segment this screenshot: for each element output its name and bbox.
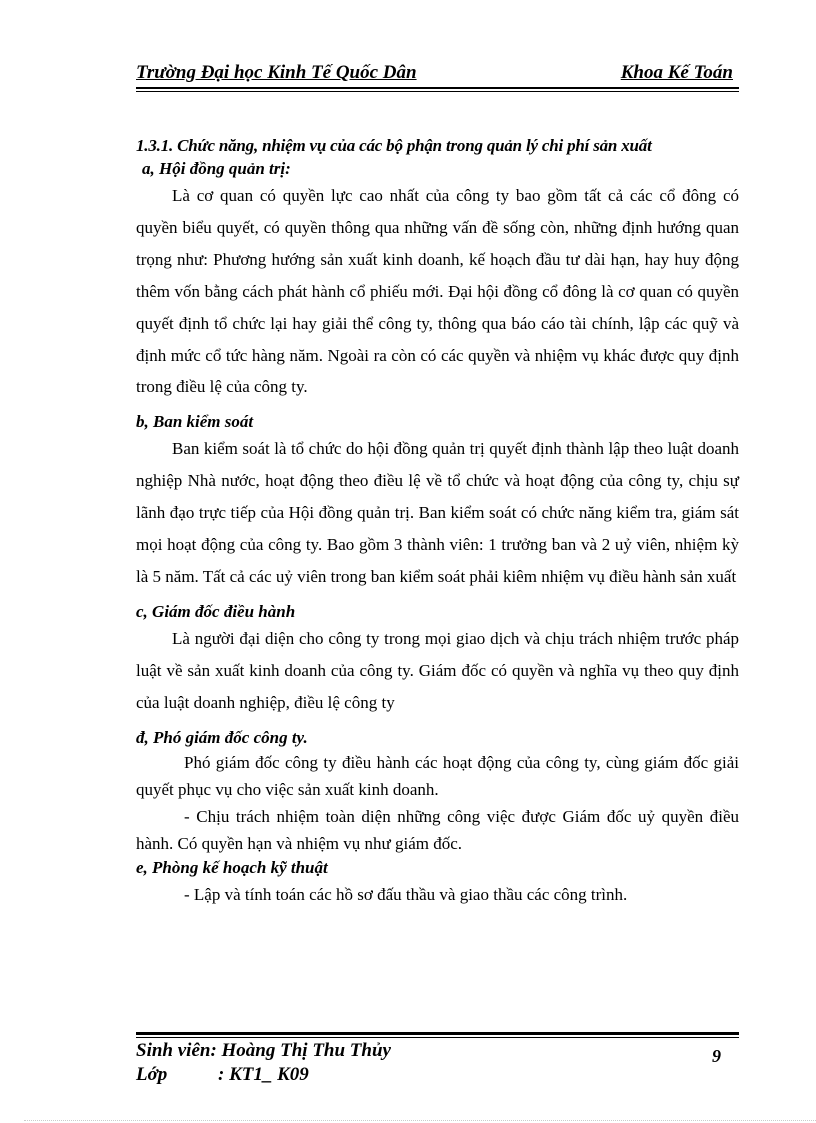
page-header (136, 62, 739, 90)
document-body (136, 134, 739, 911)
footer-rule-thick (136, 1032, 739, 1035)
university-name: Trường Đại học Kinh Tế Quốc Dân (136, 62, 417, 83)
footer-rule-thin (136, 1037, 739, 1038)
paragraph-d1: Phó giám đốc công ty điều hành các hoạt động của công ty, cùng giám đốc giải quyết phục vụ cho việc sản xuất kinh doanh. (136, 752, 739, 799)
paragraph-a: Là cơ quan có quyền lực cao nhất của công ty bao gồm tất cả các cổ đông có quyền biểu quyết, có quyền thông qua những vấn đề sống còn, những định hướng quan trọng như: Phương hướng sản xuất kinh doanh, kế hoạch đầu tư dài hạn, hay huy động thêm vốn bằng cách phát hành cổ phiếu mới. Đại hội đồng cổ đông là cơ quan có quyền quyết định tổ chức lại hay giải thể công ty, thông qua báo cáo tài chính, lập các quỹ và định mức cổ tức hàng năm. Ngoài ra còn có các quyền và nhiệm vụ khác được quy định trong điều lệ của công ty. (136, 186, 739, 397)
section-title: 1.3.1. Chức năng, nhiệm vụ của các bộ phận trong quản lý chi phí sản xuất (136, 136, 652, 155)
page-number: 9 (712, 1046, 721, 1066)
page-bottom-border (24, 1120, 816, 1121)
heading-d: đ, Phó giám đốc công ty. (136, 727, 308, 747)
footer-student-name: Sinh viên: Hoàng Thị Thu Thủy (136, 1040, 391, 1061)
paragraph-d2: - Chịu trách nhiệm toàn diện những công việc được Giám đốc uỷ quyền điều hành. Có quyền hạn và nhiệm vụ như giám đốc. (136, 806, 739, 853)
footer-class-label: Lớp (136, 1064, 168, 1085)
header-rule-thick (136, 87, 739, 89)
paragraph-c: Là người đại diện cho công ty trong mọi giao dịch và chịu trách nhiệm trước pháp luật về sản xuất kinh doanh của công ty. Giám đốc có quyền và nghĩa vụ theo quy định của luật doanh nghiệp, điều lệ công ty (136, 628, 739, 712)
heading-e: e, Phòng kế hoạch kỹ thuật (136, 857, 328, 877)
header-rule-thin (136, 91, 739, 92)
paragraph-e: - Lập và tính toán các hồ sơ đấu thầu và giao thầu các công trình. (184, 884, 628, 904)
heading-c: c, Giám đốc điều hành (136, 601, 296, 621)
heading-b: b, Ban kiểm soát (136, 412, 254, 432)
heading-a: a, Hội đồng quản trị: (142, 159, 291, 178)
paragraph-b: Ban kiểm soát là tổ chức do hội đồng quản trị quyết định thành lập theo luật doanh nghiệp Nhà nước, hoạt động theo điều lệ về tổ chức và hoạt động của công ty, chịu sự lãnh đạo trực tiếp của Hội đồng quản trị. Ban kiểm soát có chức năng kiểm tra, giám sát mọi hoạt động của công ty. Bao gồm 3 thành viên: 1 trưởng ban và 2 uỷ viên, nhiệm kỳ là 5 năm. Tất cả các uỷ viên trong ban kiểm soát phải kiêm nhiệm vụ điều hành sản xuất (136, 439, 739, 586)
footer-class-value: : KT1_ K09 (218, 1064, 309, 1085)
faculty-name: Khoa Kế Toán (620, 62, 733, 83)
footer-class (136, 1064, 309, 1086)
